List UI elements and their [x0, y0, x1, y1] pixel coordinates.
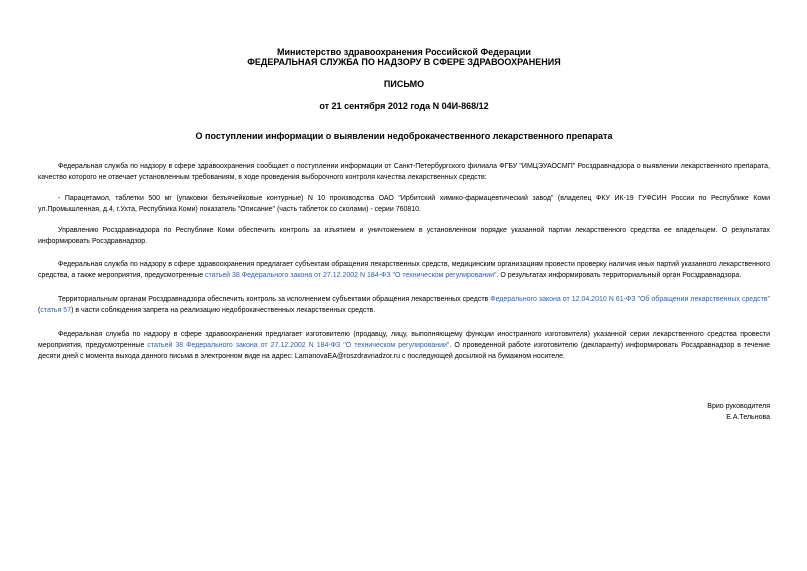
paragraph-notification: Федеральная служба по надзору в сфере здравоохранения сообщает о поступлении информации от Санкт-Петербургского филиала ФГБУ "ИМЦЭУАОСМП" Росздравнадзора о выявлении лекарственного препарата, качество которого не отвечает установленным требованиям, в ходе проведения выборочного контроля качества лекарственных средств: — [38, 163, 770, 181]
paragraph-text: . О результатах информировать территориальный орган Росздравнадзора. — [496, 272, 742, 279]
paragraph-komi-instruction — [38, 225, 770, 247]
document-header — [38, 47, 770, 111]
article-57-link[interactable]: статья 57 — [40, 307, 72, 314]
paragraph-product-details: - Парацетамол, таблетки 500 мг (упаковки безъячейковые контурные) N 10 производства ОАО "Ирбитский химико-фармацевтический завод" (владелец ФКУ ИК-19 ГУФСИН России по Республике Коми ул.Промышленная, д.4, г.Ухта, Республика Коми) показатель "Описание" (часть таблеток со сколами) - серии 760810. — [38, 195, 770, 213]
paragraph-text: ) в части соблюдения запрета на реализацию недоброкачественных лекарственных средств. — [71, 307, 376, 314]
ministry-name: Министерство здравоохранения Российской Федерации — [277, 47, 531, 57]
paragraph-text: ( — [38, 307, 41, 314]
paragraph-text: Федеральная служба по надзору в сфере здравоохранения предлагает изготовителю (продавцу, лицу, выполняющему функции иностранного изготовителя) указанной серии лекарственного средства провести мероприятия, предусмотренные — [38, 331, 770, 349]
paragraph-text: . О проведенной работе изготовителю (декларанту) информировать Росздравнадзор в течение десяти дней с момента выхода данного письма в электронном виде на адрес: LamanovaEA@roszdravnadzor.ru с последующей досылкой на бумажном носителе. — [38, 342, 770, 360]
document-page — [38, 0, 770, 571]
paragraph-manufacturer-proposal — [38, 329, 770, 362]
paragraph-inspection-proposal — [38, 259, 770, 281]
document-type: ПИСЬМО — [383, 79, 425, 89]
law-184-article-38-link[interactable]: статьей 38 Федерального закона от 27.12.2002 N 184-ФЗ "О техническом регулировании" — [147, 342, 450, 349]
service-name: ФЕДЕРАЛЬНАЯ СЛУЖБА ПО НАДЗОРУ В СФЕРЕ ЗДРАВООХРАНЕНИЯ — [247, 57, 561, 67]
signatory-position: Врио руководителя — [707, 403, 770, 410]
law-61-link[interactable]: Федерального закона от 12.04.2010 N 61-ФЗ "Об обращении лекарственных средств" — [490, 296, 770, 303]
law-184-article-38-link[interactable]: статьей 38 Федерального закона от 27.12.2002 N 184-ФЗ "О техническом регулировании" — [205, 272, 497, 279]
document-date-number: от 21 сентября 2012 года N 04И-868/12 — [319, 101, 489, 111]
signatory-name: Е.А.Тельнова — [726, 414, 770, 421]
document-title: О поступлении информации о выявлении недоброкачественного лекарственного препарата — [195, 131, 613, 141]
paragraph-text: Территориальным органам Росздравнадзора обеспечить контроль за исполнением субъектами обращения лекарственных средств — [58, 296, 491, 303]
paragraph-territorial-control — [38, 294, 770, 316]
signature-block — [38, 401, 770, 423]
paragraph-text: Управлению Росздравнадзора по Республике Коми обеспечить контроль за изъятием и уничтожением в установленном порядке указанной партии лекарственного средства ее владельцем. О результатах информировать Росздравнадзор. — [38, 227, 770, 245]
paragraph-text: Федеральная служба по надзору в сфере здравоохранения предлагает субъектам обращения лекарственных средств, медицинским организациям провести проверку наличия иных партий указанного лекарственного средства, а также мероприятия, предусмотренные — [38, 261, 770, 279]
